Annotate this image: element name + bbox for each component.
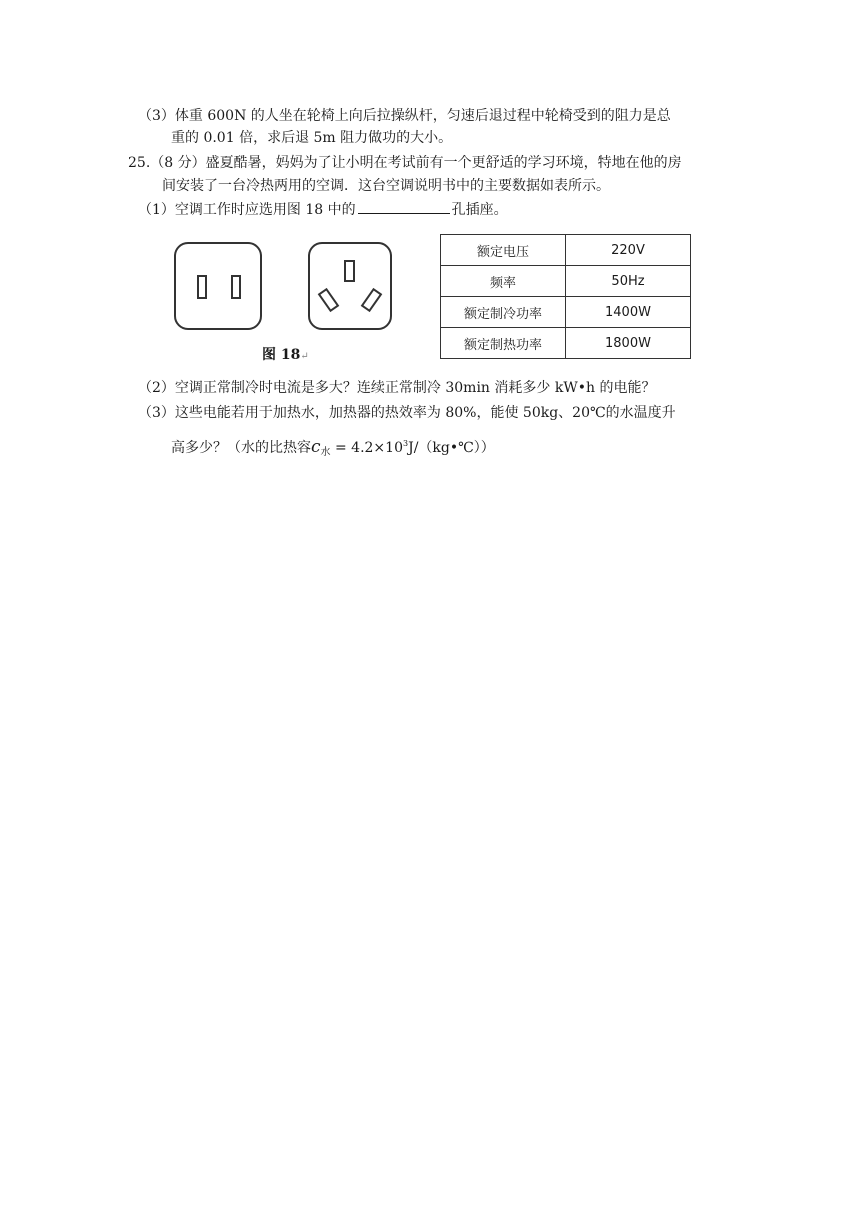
socket-slot: [318, 288, 340, 312]
q25-stem-line2: 间安装了一台冷热两用的空调．这台空调说明书中的主要数据如表所示。: [162, 178, 610, 194]
table-cell-label: 额定制冷功率: [441, 297, 566, 328]
socket-slot: [361, 288, 383, 312]
table-cell-value: 1400W: [566, 297, 691, 328]
table-row: [441, 235, 691, 266]
table-cell-value: 220V: [566, 235, 691, 266]
q25-part2: （2）空调正常制冷时电流是多大？连续正常制冷 30min 消耗多少 kW•h 的电能？: [138, 380, 656, 396]
specific-heat-subscript: 水: [320, 447, 331, 458]
table-cell-value: 50Hz: [566, 266, 691, 297]
q25-part3-line1: （3）这些电能若用于加热水，加热器的热效率为 80%，能使 50kg、20℃的水温度升: [138, 405, 676, 421]
specific-heat-exponent: 3: [402, 439, 409, 448]
figure-18: [170, 236, 410, 366]
table-cell-label: 频率: [441, 266, 566, 297]
three-pin-socket: [308, 242, 392, 330]
table-cell-label: 额定制热功率: [441, 328, 566, 359]
table-cell-value: 1800W: [566, 328, 691, 359]
specific-heat-unit: J/（kg•℃））: [408, 440, 495, 456]
socket-slot: [231, 275, 241, 299]
table-cell-label: 额定电压: [441, 235, 566, 266]
table-row: [441, 297, 691, 328]
specific-heat-value: = 4.2×10: [334, 440, 403, 456]
specific-heat-symbol: c: [311, 437, 321, 457]
two-pin-socket: [174, 242, 262, 330]
table-row: [441, 266, 691, 297]
q25-part1-text-before: （1）空调工作时应选用图 18 中的: [138, 202, 356, 218]
q25-part3-line2: [171, 434, 495, 463]
q24-part3-line1: （3）体重 600N 的人坐在轮椅上向后拉操纵杆，匀速后退过程中轮椅受到的阻力是总: [138, 108, 671, 124]
table-row: [441, 328, 691, 359]
figure-caption-text: 图 18: [262, 347, 301, 363]
answer-blank[interactable]: [358, 199, 450, 214]
q24-part3-line2: 重的 0.01 倍，求后退 5m 阻力做功的大小。: [171, 130, 453, 146]
q25-part1-text-after: 孔插座。: [451, 202, 508, 218]
figure-caption: [262, 344, 309, 364]
q25-part1: [138, 199, 508, 220]
paragraph-mark: ↵: [300, 351, 309, 362]
q25-stem-line1: 25.（8 分）盛夏酷暑，妈妈为了让小明在考试前有一个更舒适的学习环境，特地在他的房: [128, 155, 682, 171]
spec-table: [440, 234, 691, 359]
socket-slot: [344, 260, 355, 282]
q25-part3-text: 高多少？（水的比热容: [171, 440, 311, 456]
socket-slot: [197, 275, 207, 299]
